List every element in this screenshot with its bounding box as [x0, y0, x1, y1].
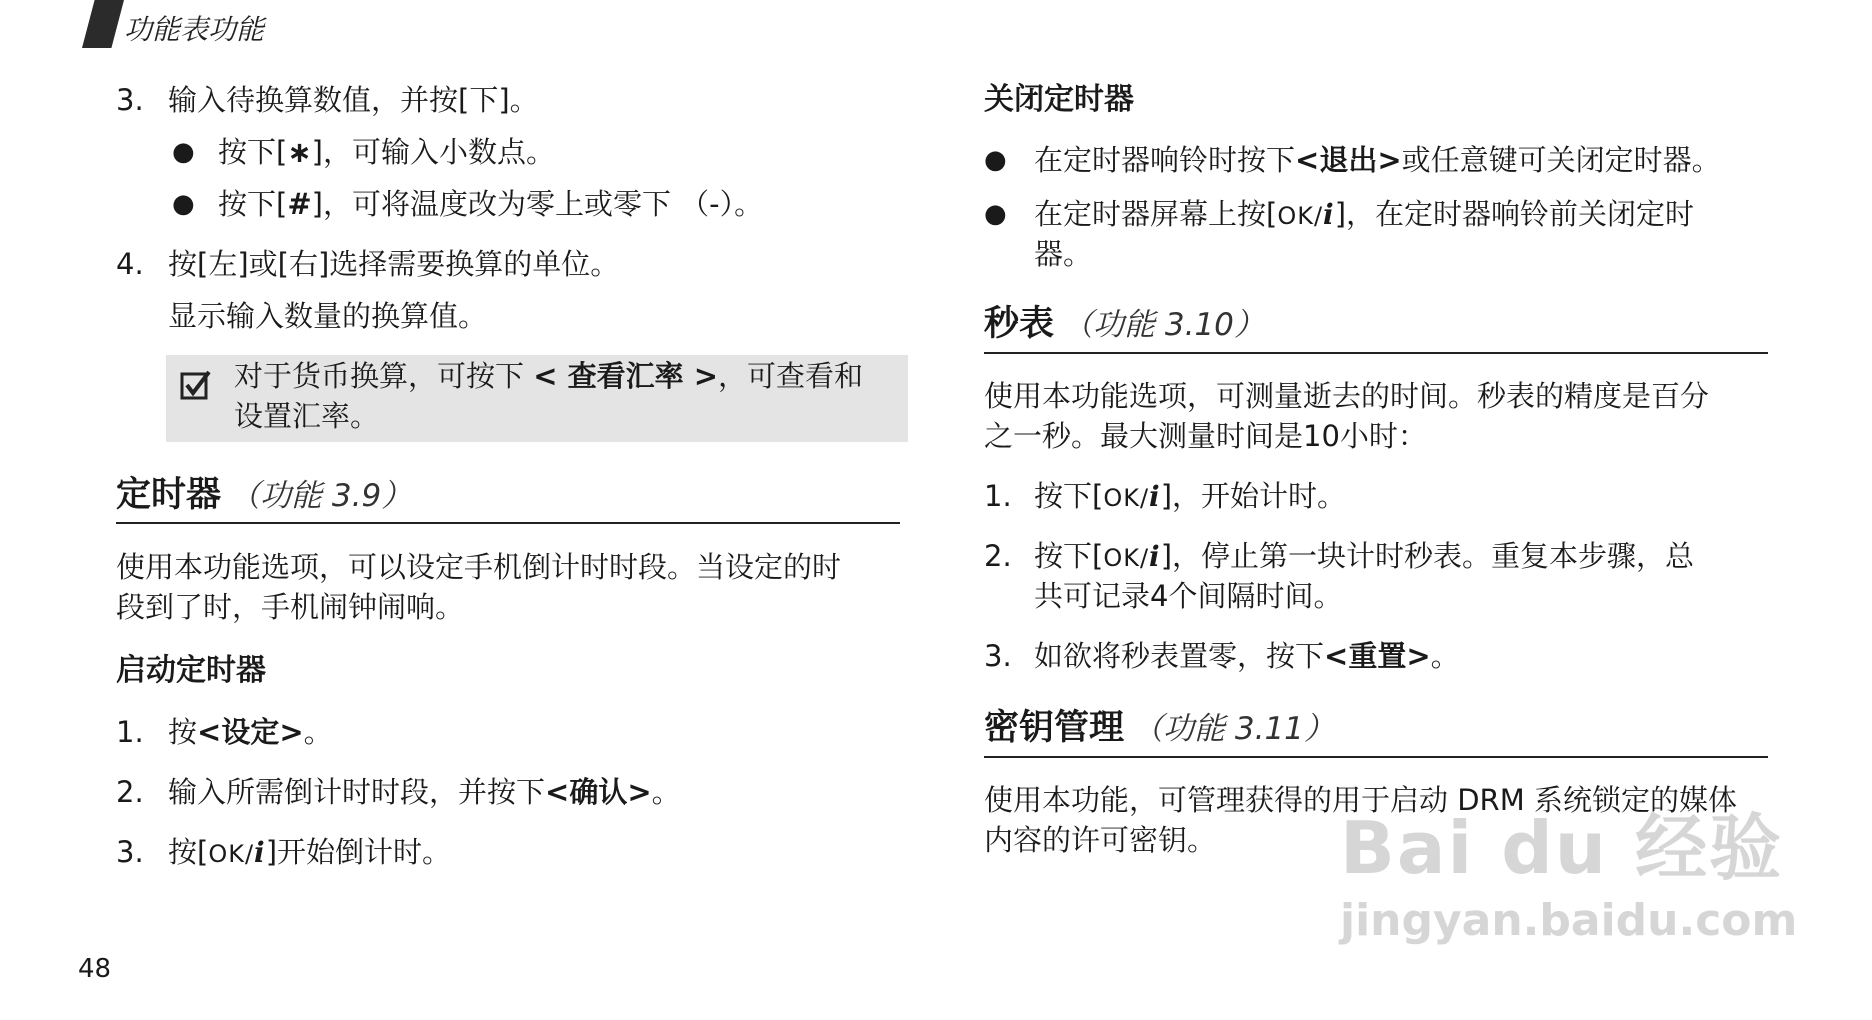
- watermark-logo: Bai du 经验: [1340, 806, 1784, 890]
- section-desc: 之一秒。最大测量时间是10小时：: [984, 419, 1427, 453]
- step-text: 按下[OK/i]，停止第一块计时秒表。重复本步骤，总: [1034, 539, 1695, 573]
- section-title-stopwatch: 秒表 （功能 3.10）: [984, 304, 1265, 344]
- step-text: 按[左]或[右]选择需要换算的单位。: [168, 247, 620, 281]
- section-desc: 使用本功能选项，可以设定手机倒计时时段。当设定的时: [116, 550, 842, 584]
- section-desc: 内容的许可密钥。: [984, 823, 1217, 857]
- bullet-dot: ●: [172, 137, 195, 167]
- step-number: 4.: [116, 247, 144, 281]
- bullet-text: 按下[#]，可将温度改为零上或零下 （-）。: [218, 187, 764, 221]
- section-title-timer: 定时器 （功能 3.9）: [116, 475, 413, 515]
- bullet-text-cont: 器。: [1034, 237, 1093, 271]
- running-header: 功能表功能: [124, 13, 265, 46]
- section-rule: [116, 522, 900, 524]
- bullet-dot: ●: [984, 199, 1007, 229]
- section-title-drm: 密钥管理 （功能 3.11）: [984, 708, 1335, 748]
- step-number: 2.: [116, 775, 144, 809]
- step-number: 3.: [984, 639, 1012, 673]
- step-number: 3.: [116, 835, 144, 869]
- bullet-dot: ●: [172, 189, 195, 219]
- subheading-close-timer: 关闭定时器: [984, 82, 1134, 117]
- step-number: 1.: [984, 479, 1012, 513]
- header-bar: [82, 0, 124, 48]
- step-number: 1.: [116, 715, 144, 749]
- bullet-text: 在定时器屏幕上按[OK/i]，在定时器响铃前关闭定时: [1034, 197, 1695, 231]
- star-key-icon: ∗: [287, 135, 312, 169]
- watermark-url: jingyan.baidu.com: [1340, 895, 1798, 946]
- note-line: 设置汇率。: [234, 399, 380, 433]
- ok-key-icon: OK/i: [1103, 480, 1161, 513]
- ok-key-icon: OK/i: [1103, 540, 1161, 573]
- bullet-text: 按下[∗]，可输入小数点。: [218, 135, 555, 169]
- section-rule: [984, 352, 1768, 354]
- note-line: 对于货币换算，可按下 < 查看汇率 >，可查看和: [234, 359, 864, 393]
- step-text: 按<设定>。: [168, 715, 333, 749]
- section-rule: [984, 756, 1768, 758]
- step-text: 如欲将秒表置零，按下<重置>。: [1034, 639, 1460, 673]
- section-desc: 使用本功能选项，可测量逝去的时间。秒表的精度是百分: [984, 379, 1710, 413]
- checkbox-note-icon: [180, 370, 212, 402]
- step-result-text: 显示输入数量的换算值。: [168, 299, 488, 333]
- section-desc: 使用本功能，可管理获得的用于启动 DRM 系统锁定的媒体: [984, 783, 1737, 817]
- step-number: 2.: [984, 539, 1012, 573]
- step-text-cont: 共可记录4个间隔时间。: [1034, 579, 1343, 613]
- hash-key-icon: #: [287, 187, 312, 221]
- step-text: 输入待换算数值，并按[下]。: [168, 83, 539, 117]
- step-text: 输入所需倒计时时段，并按下<确认>。: [168, 775, 681, 809]
- ok-key-icon: OK/i: [1277, 198, 1335, 231]
- bullet-text: 在定时器响铃时按下<退出>或任意键可关闭定时器。: [1034, 143, 1721, 177]
- section-desc: 段到了时，手机闹钟闹响。: [116, 590, 465, 624]
- ok-key-icon: OK/i: [208, 836, 266, 869]
- bullet-dot: ●: [984, 145, 1007, 175]
- step-number: 3.: [116, 83, 144, 117]
- step-text: 按[OK/i]开始倒计时。: [168, 835, 452, 869]
- step-text: 按下[OK/i]，开始计时。: [1034, 479, 1347, 513]
- page-number: 48: [78, 954, 112, 984]
- subheading-start-timer: 启动定时器: [116, 653, 266, 688]
